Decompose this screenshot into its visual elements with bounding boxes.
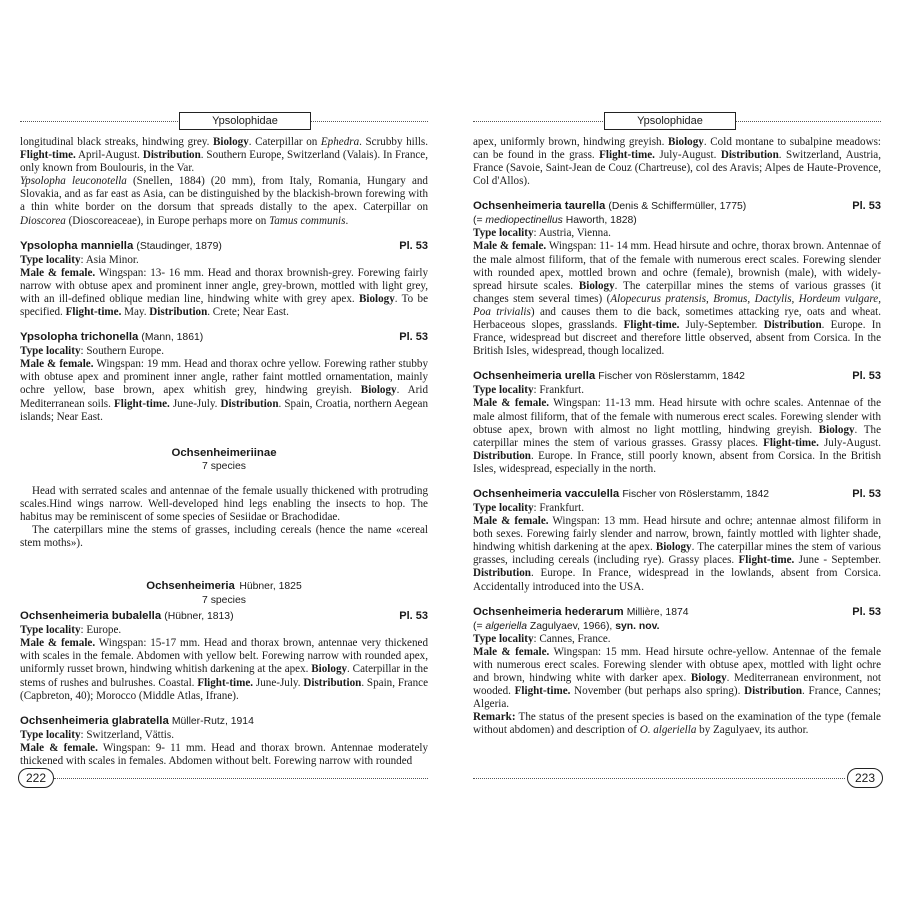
mf-label: Male & female. [473, 645, 550, 658]
footer-rule-right [473, 778, 845, 779]
biology-text: . Arid Mediterranean soils. [20, 384, 428, 410]
distribution-label: Distribution [744, 685, 803, 697]
biology-label: Biology [690, 671, 727, 684]
distribution-text: . France, Cannes; Algeria. [473, 685, 881, 711]
type-locality: : Frankfurt. [533, 384, 585, 397]
species-author: (Mann, 1861) [141, 332, 204, 344]
biology-text: . Caterpillar in the stems of rushes and bulrushes. Coastal. [20, 663, 429, 689]
description: Wingspan: 11- 14 mm. Head hirsute and ochre, thorax brown. Antennae of the male almost filiform, that of the female with numerous erect scales. Forewing slender with rounded apex, mottled brown and ochre (female), brownish (male), with widely-spread hirsute scales. [473, 240, 882, 292]
species-body-trichonella [20, 345, 428, 424]
genus-author: Hübner, 1825 [239, 581, 302, 593]
biology-text: . The caterpillar mines the stems of various grasses (it changes stem several times) ( [473, 279, 881, 305]
page-number-right: 223 [847, 768, 883, 788]
flight-text: May. [121, 306, 150, 319]
distribution-label: Distribution [303, 676, 362, 689]
type-locality-label: Type locality [473, 384, 534, 397]
flight-text: July-August. [818, 436, 881, 449]
remark-label: Remark: [473, 711, 516, 724]
description: Wingspan: 15-17 mm. Head and thorax brown, antennae very thickened with scales in the female. Abdomen with yellow belt. Forewing narrow with rounded apex, uniformly russet brown, hindwing whitish darkening at the apex. [20, 637, 428, 676]
species-heading-trichonella [20, 330, 428, 345]
species-name: Ochsenheimeria glabratella [20, 714, 169, 727]
species-body-vacculella [473, 502, 881, 594]
left-page [20, 112, 428, 768]
mf-label: Male & female. [473, 240, 547, 253]
flight-text: June-July. [253, 676, 304, 689]
species-body-manniella [20, 254, 428, 319]
species-author: Fischer von Röslerstamm, 1842 [622, 488, 770, 500]
distribution-label: Distribution [763, 319, 822, 332]
mf-label: Male & female. [473, 397, 550, 410]
continued-paragraph [473, 136, 881, 188]
biology-text: . Mediterranean environment, not wooded. [473, 671, 881, 697]
description: Wingspan: 15 mm. Head hirsute ochre-yellow. Antennae of the female with numerous erect scales. Forewing slender with obtuse apex, mottled with light ochre and brown, hindwing white with darker apex. [473, 645, 881, 684]
synonym-author: Haworth, 1828) [562, 215, 637, 227]
subfamily-species-count: 7 species [202, 460, 246, 472]
biology-text: . To be specified. [20, 292, 429, 319]
type-locality: : Southern Europe. [80, 345, 164, 358]
species-author: (Staudinger, 1879) [136, 240, 222, 252]
type-locality: : Austria, Vienna. [533, 227, 611, 240]
remark-species-name: O. algeriella [639, 724, 697, 737]
species-body-glabratella [20, 729, 428, 768]
remark-text-end: by Zagulyaev, its author. [696, 724, 809, 737]
synonym-line [473, 214, 881, 227]
synonym-name: mediopectinellus [485, 215, 563, 227]
species-name: Ochsenheimeria bubalella [20, 610, 162, 623]
distribution-text: . Europe. In France, still poorly known, absent from Corsica. In the British Isles, widespread, especially in the north. [473, 449, 881, 475]
genus-heading [20, 576, 428, 607]
flight-text: November (but perhaps also spring). [570, 685, 745, 697]
description: Wingspan: 19 mm. Head and thorax ochre yellow. Forewing rather stubby with obtuse apex and prominent inner angle, rather faint mottled ornamentation, mainly ochre yellow, base brown, apex whitish grey, hindwing greyish. [20, 358, 428, 397]
mf-label: Male & female. [20, 358, 94, 371]
running-header [473, 112, 881, 130]
species-name: Ypsolopha manniella [20, 239, 134, 252]
flight-text: June - September. [794, 554, 881, 567]
mf-label: Male & female. [20, 266, 96, 279]
header-family-label: Ypsolophidae [604, 112, 736, 130]
type-locality: : Switzerland, Vättis. [80, 728, 174, 741]
distribution-label: Distribution [473, 567, 531, 580]
species-name: Ochsenheimeria vacculella [473, 487, 620, 500]
mf-label: Male & female. [473, 515, 549, 528]
species-author: Müller-Rutz, 1914 [171, 715, 254, 727]
footer-rule-left [54, 778, 428, 779]
distribution-label: Distribution [720, 149, 779, 162]
distribution-text: . Europe. In France, widespread in the lowlands, absent from Corsica. Accidentally introduced into the USA. [473, 567, 881, 593]
flight-text: June-July. [169, 397, 221, 410]
distribution-label: Distribution [220, 397, 279, 410]
genus-title: Ochsenheimeria [146, 580, 235, 593]
biology-label: Biology [578, 279, 615, 292]
distribution-text: . Europe. In France, widespread but discreet and therefore little observed, absent from Corsica. In the British Isles, widespread, though localized. [473, 319, 881, 358]
syn-nov-label: syn. nov. [615, 620, 660, 632]
flight-label: Flight-time. [763, 436, 819, 449]
type-locality-label: Type locality [473, 632, 534, 645]
type-locality: : Cannes, France. [533, 632, 611, 645]
biology-label: Biology [655, 541, 692, 554]
species-body-taurella [473, 227, 881, 358]
flight-label: Flight-time. [197, 676, 254, 689]
species-body-bubalella [20, 624, 428, 703]
species-body-hederarum [473, 633, 881, 738]
biology-label: Biology [311, 663, 348, 676]
species-name: Ochsenheimeria hederarum [473, 605, 624, 618]
biology-label: Biology [359, 292, 395, 305]
distribution-text: . Crete; Near East. [207, 306, 289, 319]
description: Wingspan: 13- 16 mm. Head and thorax brownish-grey. Forewing fairly narrow with obtuse apex and prominent inner angle, grey-brown, mottled with light grey, with an ill-defined oblique median line, hindwing white with grey apex. [20, 266, 429, 305]
subfamily-title: Ochsenheimeriinae [171, 446, 277, 459]
mf-label: Male & female. [20, 637, 96, 650]
type-locality-label: Type locality [473, 501, 534, 514]
remark-text: The status of the present species is based on the examination of the type (female without abdomen) and description of [473, 711, 881, 737]
type-locality-label: Type locality [20, 728, 81, 741]
type-locality-label: Type locality [20, 345, 81, 358]
flight-label: Flight-time. [114, 397, 170, 410]
species-heading-bubalella [20, 609, 428, 624]
distribution-label: Distribution [149, 306, 208, 319]
flight-label: Flight-time. [65, 306, 122, 319]
page-number-left: 222 [18, 768, 54, 788]
running-header [20, 112, 428, 130]
biology-label: Biology [668, 136, 704, 148]
subfamily-description: Head with serrated scales and antennae of the female usually thickened with protruding scales.Hind wings narrow. Well-developed hind legs enabling the insects to hop. The habitus may be reminiscent of some species of Sesiidae or Brachodidae. [20, 484, 428, 523]
plate-ref: Pl. 53 [852, 487, 881, 500]
subfamily-heading [20, 446, 428, 473]
biology-label: Biology [818, 423, 855, 436]
synonym-name: algeriella [485, 620, 528, 632]
flight-text: July-September. [679, 319, 764, 332]
species-heading-urella [473, 369, 881, 384]
type-locality: : Europe. [80, 624, 122, 637]
biology-text: . Cold montane to subalpine meadows: can be found in the grass. [473, 136, 881, 162]
flight-text: July-August. [654, 149, 721, 162]
flight-label: Flight-time. [514, 685, 571, 697]
species-heading-taurella [473, 199, 881, 214]
species-name: Ochsenheimeria taurella [473, 200, 606, 213]
plate-ref: Pl. 53 [399, 610, 428, 623]
type-locality: : Frankfurt. [533, 501, 585, 514]
synonym-prefix: (= [473, 620, 486, 632]
leuconotella-paragraph: Ypsolopha leuconotella (Snellen, 1884) (20 mm), from Italy, Romania, Hungary and Slovakia, and as far east as Asia, can be distinguished by the blackish-brown forewing with a thin white border on the dorsum that spreads distally to the apex. Caterpillar on Dioscorea (Dioscoreaceae), in Europe perhaps more on Tamus communis. [20, 175, 428, 227]
flight-label: Flight-time. [738, 554, 795, 567]
species-name: Ochsenheimeria urella [473, 370, 596, 383]
species-name: Ypsolopha trichonella [20, 331, 139, 344]
type-locality-label: Type locality [20, 253, 81, 266]
species-heading-vacculella [473, 487, 881, 502]
flight-label: Flight-time. [599, 149, 655, 162]
distribution-label: Distribution [473, 449, 531, 462]
species-author: (Hübner, 1813) [164, 611, 234, 623]
header-family-label: Ypsolophidae [179, 112, 311, 130]
biology-text: . The caterpillar mines the stem of various grasses, including cereals (including rye). Grassy places. [473, 541, 881, 567]
plate-ref: Pl. 53 [852, 605, 881, 618]
species-author: Fischer von Röslerstamm, 1842 [598, 371, 745, 383]
distribution-text: . Spain, France (Capbreton, 40); Morocco (Middle Atlas, Ifrane). [20, 676, 429, 702]
description: Wingspan: 13 mm. Head hirsute and ochre; antennae almost filiform in both sexes. Forewing fairly slender and narrow, brown, faintly mottled with lighter shade, hindwing whitish darkening at the apex. [473, 515, 882, 554]
intro-paragraph: longitudinal black streaks, hindwing grey. Biology. Caterpillar on Ephedra. Scrubby hills. Flight-time. April-August. Distribution. Southern Europe, Switzerland (Valais). In France, only known from Boulouris, in the Var. [20, 136, 428, 175]
synonym-prefix: (= [473, 215, 486, 227]
type-locality: : Asia Minor. [80, 253, 139, 266]
synonym-author: Zagulyaev, 1966), [527, 620, 616, 632]
right-page [473, 112, 881, 737]
distribution-text: . Spain, Croatia, northern Aegean islands; Near East. [20, 397, 428, 423]
genus-species-count: 7 species [202, 595, 246, 607]
synonym-line [473, 620, 881, 633]
host-plants: Alopecurus pratensis, Bromus, Dactylis, Hordeum vulgare, Poa trivialis [473, 292, 881, 318]
species-heading-manniella [20, 239, 428, 254]
type-locality-label: Type locality [20, 624, 81, 637]
plate-ref: Pl. 53 [852, 370, 881, 383]
mf-label: Male & female. [20, 741, 98, 754]
species-author: (Denis & Schiffermüller, 1775) [608, 201, 747, 213]
flight-label: Flight-time. [623, 319, 680, 332]
species-author: Millière, 1874 [626, 606, 689, 618]
plate-ref: Pl. 53 [399, 331, 428, 344]
subfamily-caterpillar-note: The caterpillars mine the stems of grasses, including cereals (hence the name «cereal stem moths»). [20, 523, 428, 550]
description: Wingspan: 11-13 mm. Head hirsute with ochre scales. Antennae of the male almost filiform, that of the female with numerous erect scales. Forewing slender with obtuse apex, brown with almost no light mottling, hindwing greyish. [473, 397, 882, 436]
biology-text-continued: ) and causes them to die back, sometimes attacking rye, oats and wheat. Herbaceous slopes, grasslands. [473, 305, 881, 332]
type-locality-label: Type locality [473, 227, 534, 240]
plate-ref: Pl. 53 [399, 239, 428, 252]
distribution-text: . Switzerland, Austria, France (Savoie, Saint-Jean de Couz (Chartreuse), col des Aravis; Alpes de Haute-Provence, Col d'Allos). [473, 149, 881, 188]
species-heading-hederarum [473, 605, 881, 620]
biology-label: Biology [360, 384, 397, 397]
species-body-urella [473, 384, 881, 476]
plate-ref: Pl. 53 [852, 200, 881, 213]
description: Wingspan: 9- 11 mm. Head and thorax brown. Antennae moderately thickened with scales in females. Abdomen without belt. Forewing narrow with rounded [20, 741, 428, 767]
description: apex, uniformly brown, hindwing greyish. [473, 136, 669, 148]
species-heading-glabratella [20, 714, 428, 729]
biology-text: . The caterpillar mines the stem of various grasses. Grassy places. [473, 423, 881, 449]
